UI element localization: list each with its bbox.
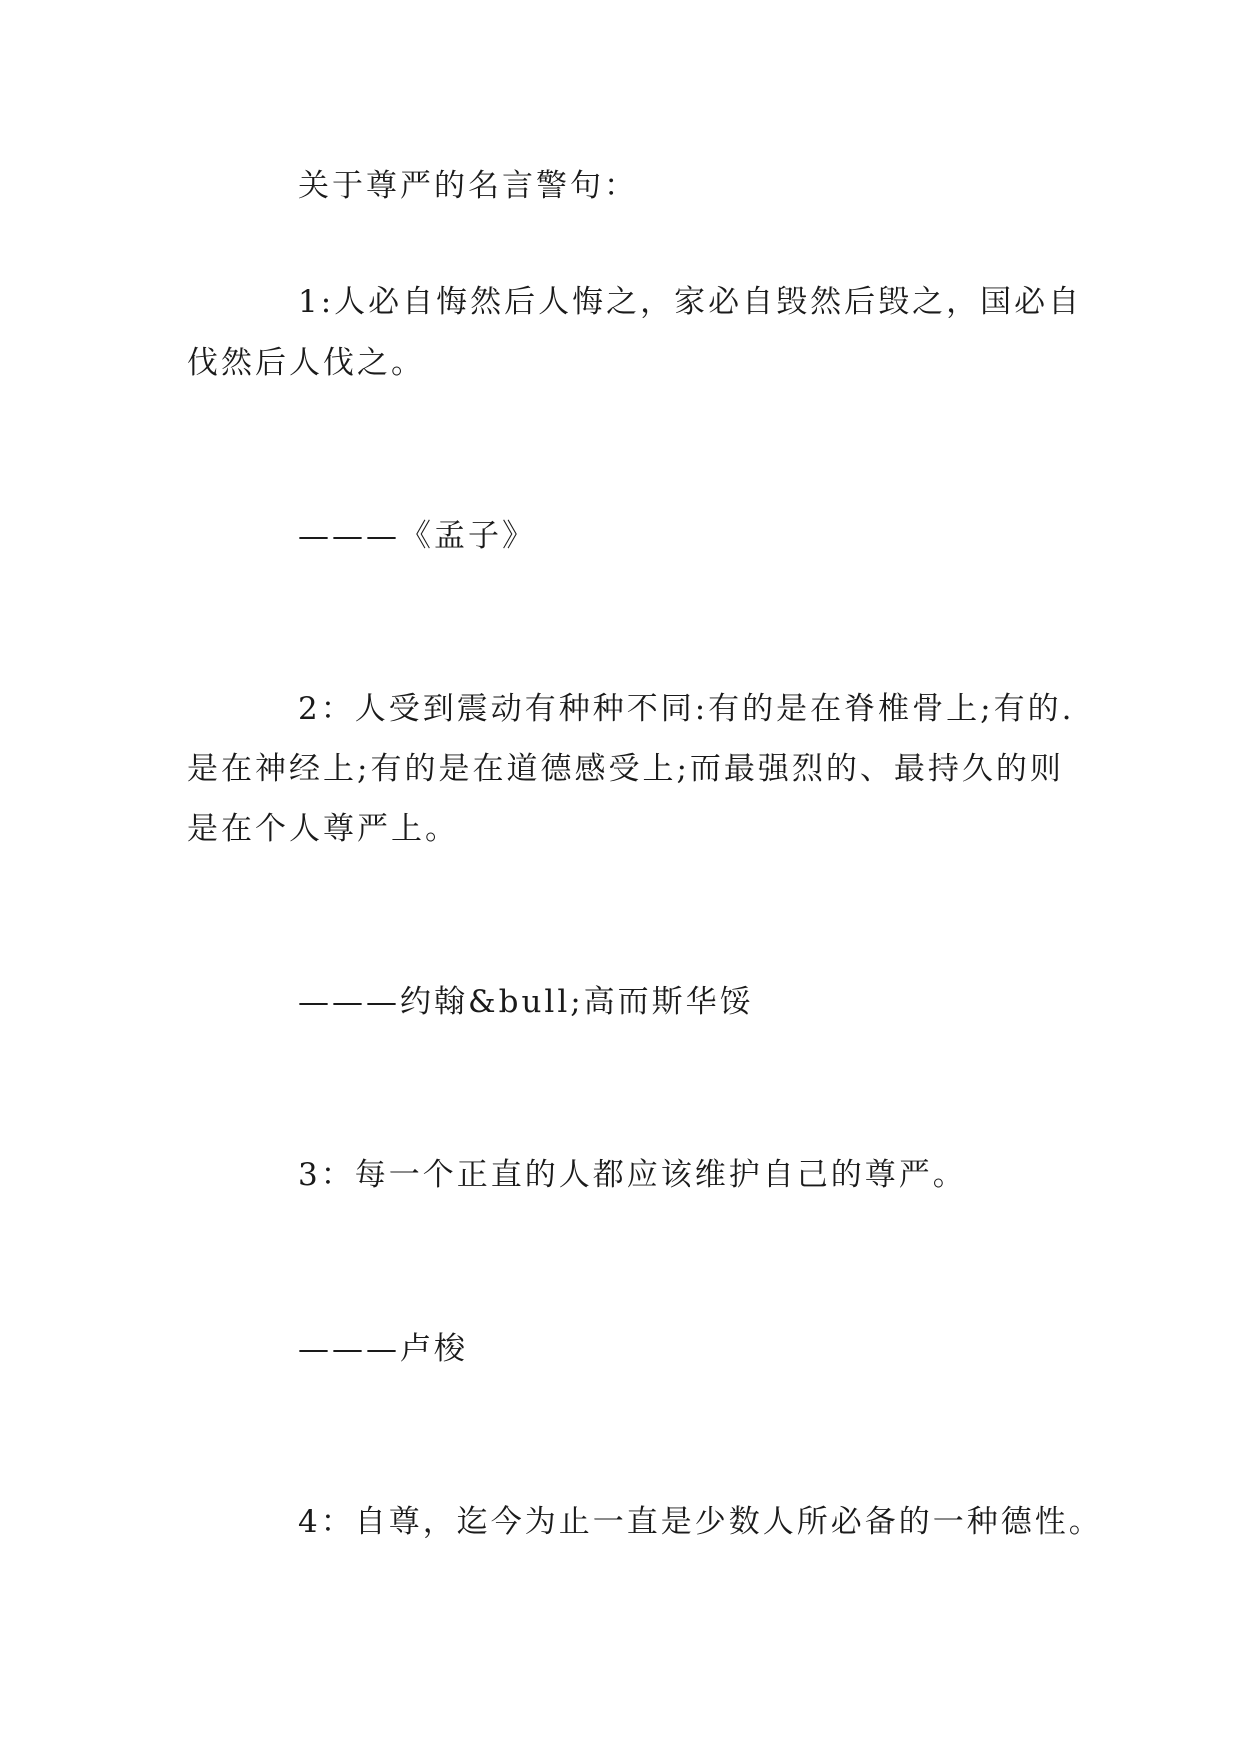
quote-4-line-1: 4：自尊，迄今为止一直是少数人所必备的一种德性。 [298, 1504, 1103, 1540]
quote-1-author: ———《孟子》 [298, 518, 536, 554]
quote-3-line-1: 3：每一个正直的人都应该维护自己的尊严。 [298, 1157, 967, 1193]
document-title: 关于尊严的名言警句： [298, 168, 638, 204]
quote-2-line-1: 2：人受到震动有种种不同:有的是在脊椎骨上;有的. [298, 691, 1075, 727]
quote-3-author: ———卢梭 [298, 1331, 468, 1367]
quote-1-line-2: 伐然后人伐之。 [187, 345, 425, 381]
quote-2-line-2: 是在神经上;有的是在道德感受上;而最强烈的、最持久的则 [187, 751, 1064, 787]
quote-2-author: ———约翰&bull;高而斯华馁 [298, 984, 754, 1020]
quote-1-line-1: 1:人必自悔然后人悔之，家必自毁然后毁之，国必自 [298, 284, 1083, 320]
quote-2-line-3: 是在个人尊严上。 [187, 811, 459, 847]
